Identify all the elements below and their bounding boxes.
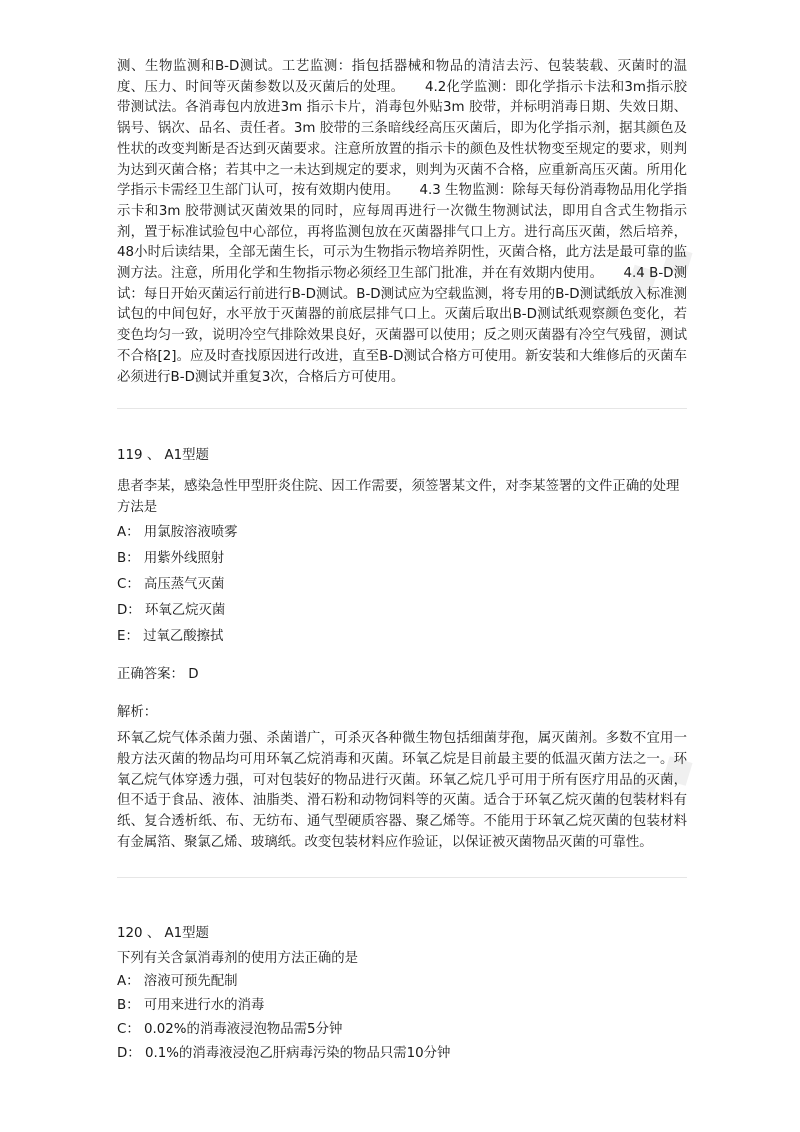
question-header: 119 、 A1型题 bbox=[117, 448, 209, 464]
option-e: E： 过氧乙酸擦拭 bbox=[117, 629, 224, 645]
option-a: A： 用氯胺溶液喷雾 bbox=[117, 525, 238, 541]
watermark: ◆◆◆ bbox=[579, 734, 709, 837]
option-a: A： 溶液可预先配制 bbox=[117, 974, 238, 990]
correct-answer: 正确答案： D bbox=[117, 667, 199, 683]
analysis-text: 环氧乙烷气体杀菌力强、杀菌谱广，可杀灭各种微生物包括细菌芽孢，属灭菌剂。多数不宜用一般方法灭菌的物品均可用环氧乙烷消毒和灭菌。环氧乙烷是目前最主要的低温灭菌方法之一。环氧乙烷气体穿透力强，可对包装好的物品进行灭菌。环氧乙烷几乎可用于所有医疗用品的灭菌，但不适于食品、液体、油脂类、滑石粉和动物饲料等的灭菌。适合于环氧乙烷灭菌的包装材料有纸、复合透析纸、布、无纺布、通气型硬质容器、聚乙烯等。不能用于环氧乙烷灭菌的包装材料有金属箔、聚氯乙烯、玻璃纸。改变包装材料应作验证，以保证被灭菌物品灭菌的可靠性。 bbox=[117, 731, 687, 850]
option-b: B： 用紫外线照射 bbox=[117, 551, 225, 567]
option-b: B： 可用来进行水的消毒 bbox=[117, 998, 265, 1014]
question-header: 120 、 A1型题 bbox=[117, 926, 209, 942]
watermark: ◆◆◆ bbox=[579, 224, 709, 327]
question-stem: 下列有关含氯消毒剂的使用方法正确的是 bbox=[117, 951, 359, 967]
option-d: D： 环氧乙烷灭菌 bbox=[117, 603, 226, 619]
section-divider bbox=[117, 877, 687, 878]
option-c: C： 0.02%的消毒液浸泡物品需5分钟 bbox=[117, 1022, 343, 1038]
option-c: C： 高压蒸气灭菌 bbox=[117, 577, 225, 593]
analysis-label: 解析： bbox=[117, 705, 158, 721]
option-list bbox=[117, 972, 687, 1064]
question-120 bbox=[117, 924, 687, 1064]
continuation-text: 测、生物监测和B-D测试。工艺监测：指包括器械和物品的清洁去污、包装装载、灭菌时的温度、压力、时间等灭菌参数以及灭菌后的处理。 4.2化学监测：即化学指示卡法和3m指示胶带测试法。各消毒包内放进3m 指示卡片，消毒包外贴3m 胶带，并标明消毒日期、失效日期、锅号、锅次、品名、责任者。3m 胶带的三条暗线经高压灭菌后，即为化学指示剂，据其颜色及性状的改变判断是否达到灭菌要求。注意所放置的指示卡的颜色及性状物变至规定的要求，则判为达到灭菌合格；若其中之一未达到规定的要求，则判为灭菌不合格，应重新高压灭菌。所用化学指示卡需经卫生部门认可，按有效期内使用。 4.3 生物监测：除每天每份消毒物品用化学指示卡和3m 胶带测试灭菌效果的同时，应每周再进行一次微生物测试法，即用自含式生物指示剂，置于标准试验包中心部位，再将监测包放在灭菌器排气口上方。进行高压灭菌，然后培养，48小时后读结果，全部无菌生长，可示为生物指示物培养阴性，灭菌合格，此方法是最可靠的监测方法。注意，所用化学和生物指示物必须经卫生部门批准，并在有效期内使用。 4.4 B-D测试：每日开始灭菌运行前进行B-D测试。B-D测试应为空载监测，将专用的B-D测试纸放入标准测试包的中间包好，水平放于灭菌器的前底层排气口上。灭菌后取出B-D测试纸观察颜色变化，若变色均匀一致，说明冷空气排除效果良好，灭菌器可以使用；反之则灭菌器有冷空气残留，测试不合格[2]。应及时查找原因进行改进，直至B-D测试合格方可使用。新安装和大维修后的灭菌车必须进行B-D测试并重复3次，合格后方可使用。 bbox=[117, 59, 687, 385]
option-list bbox=[117, 523, 687, 647]
question-119 bbox=[117, 446, 687, 853]
question-stem: 患者李某，感染急性甲型肝炎住院、因工作需要，须签署某文件，对李某签署的文件正确的处理方法是 bbox=[117, 479, 680, 516]
section-divider bbox=[117, 408, 687, 409]
option-d: D： 0.1%的消毒液浸泡乙肝病毒污染的物品只需10分钟 bbox=[117, 1046, 451, 1062]
document-page bbox=[117, 57, 687, 1064]
